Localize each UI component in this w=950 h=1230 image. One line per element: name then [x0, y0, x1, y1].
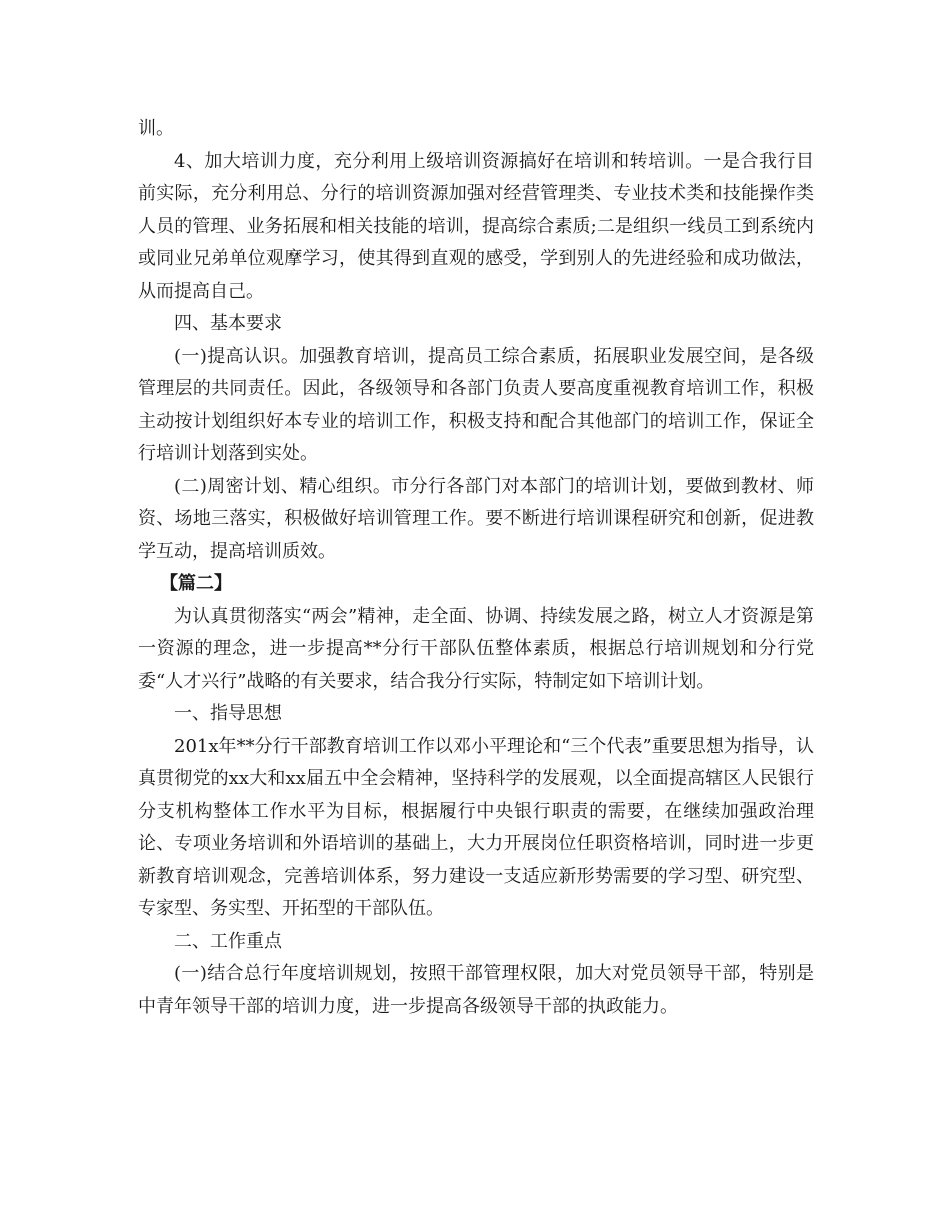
section-heading-work-focus: 二、工作重点 — [174, 930, 282, 952]
paragraph-work-focus-1: (一)结合总行年度培训规划，按照干部管理权限，加大对党员领导干部，特别是中青年领导干部的培训力度，进一步提高各级领导干部的执政能力。 — [138, 963, 814, 1017]
paragraph-item-4: 4、加大培训力度，充分利用上级培训资源搞好在培训和转培训。一是合我行目前实际，充分利用总、分行的培训资源加强对经营管理类、专业技术类和技能操作类人员的管理、业务拓展和相关技能的培训，提高综合素质;二是组织一线员工到系统内或同业兄弟单位观摩学习，使其得到直观的感受，学到别人的先进经验和成功做法，从而提高自己。 — [138, 150, 814, 302]
section-heading-basic-requirements: 四、基本要求 — [174, 313, 282, 334]
paragraph-guiding-ideology: 201x年**分行干部教育培训工作以邓小平理论和“三个代表”重要思想为指导，认真贯彻党的xx大和xx届五中全会精神，坚持科学的发展观，以全面提高辖区人民银行分支机构整体工作水平为目标，根据履行中央银行职责的需要，在继续加强政治理论、专项业务培训和外语培训的基础上，大力开展岗位任职资格培训，同时进一步更新教育培训观念，完善培训体系，努力建设一支适应新形势需要的学习型、研究型、专家型、务实型、开拓型的干部队伍。 — [138, 735, 814, 919]
document-body — [138, 113, 814, 1023]
paragraph-continuation: 训。 — [138, 118, 174, 139]
paragraph-careful-planning: (二)周密计划、精心组织。市分行各部门对本部门的培训计划，要做到教材、师资、场地三落实，积极做好培训管理工作。要不断进行培训课程研究和创新，促进教学互动，提高培训质效。 — [138, 475, 814, 562]
paragraph-raise-awareness: (一)提高认识。加强教育培训，提高员工综合素质，拓展职业发展空间，是各级管理层的共同责任。因此，各级领导和各部门负责人要高度重视教育培训工作，积极主动按计划组织好本专业的培训工作，积极支持和配合其他部门的培训工作，保证全行培训计划落到实处。 — [138, 345, 814, 464]
part-two-heading: 【篇二】 — [160, 573, 232, 594]
paragraph-intro: 为认真贯彻落实“两会”精神，走全面、协调、持续发展之路，树立人才资源是第一资源的理念，进一步提高**分行干部队伍整体素质，根据总行培训规划和分行党委“人才兴行”战略的有关要求，结合我分行实际，特制定如下培训计划。 — [138, 605, 814, 692]
section-heading-guiding-ideology: 一、指导思想 — [174, 703, 282, 724]
